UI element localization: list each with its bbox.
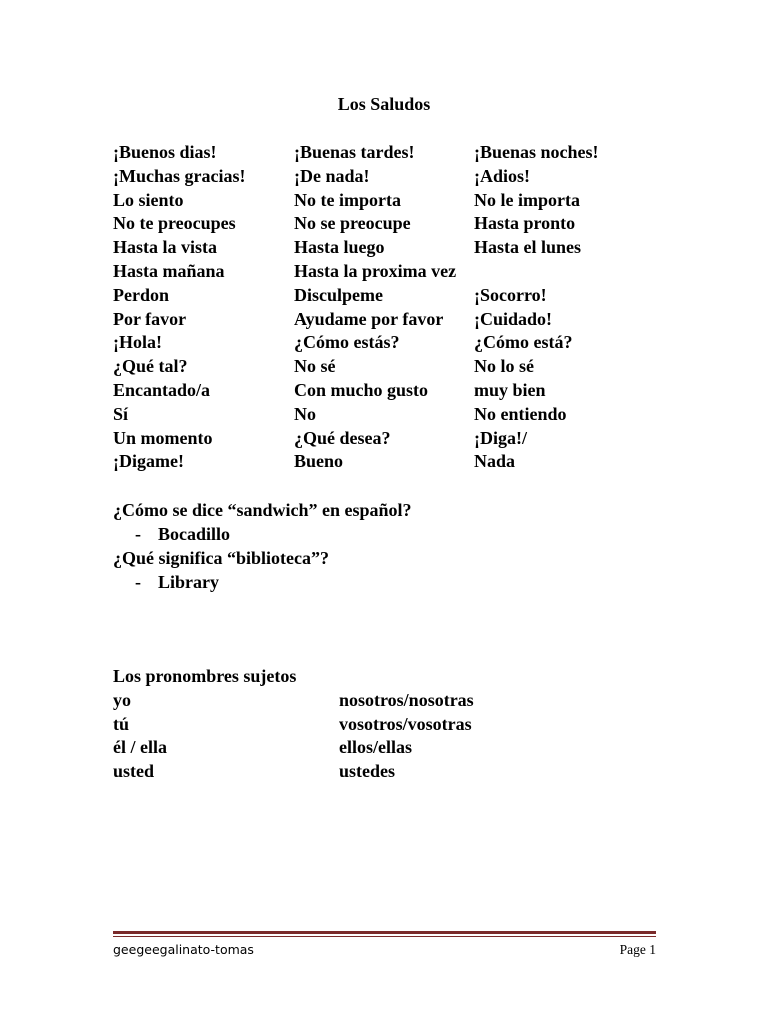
greeting-cell: Hasta la vista	[113, 237, 218, 258]
greeting-cell: ¡De nada!	[294, 165, 370, 186]
greeting-cell: ¡Digame!	[113, 451, 184, 472]
greeting-cell: Lo siento	[113, 189, 184, 210]
pronoun-singular: él / ella	[113, 737, 167, 758]
greeting-cell: ¡Buenas tardes!	[294, 142, 415, 162]
pronouns-heading: Los pronombres sujetos	[113, 666, 297, 686]
greeting-cell: No le importa	[474, 189, 580, 210]
question-answer-section	[113, 498, 412, 594]
greeting-cell: ¿Cómo estás?	[294, 332, 400, 353]
greeting-cell: No sé	[294, 356, 336, 377]
greeting-cell: Hasta mañana	[113, 260, 225, 281]
greeting-cell: Con mucho gusto	[294, 379, 429, 400]
pronoun-singular: tú	[113, 713, 130, 734]
greeting-cell: Disculpeme	[294, 284, 383, 305]
pronoun-plural: nosotros/nosotras	[339, 689, 474, 710]
answer-sandwich	[113, 522, 412, 546]
greeting-cell: Hasta el lunes	[474, 237, 582, 258]
page-title: Los Saludos	[337, 94, 431, 114]
greeting-cell: Nada	[474, 451, 516, 472]
greeting-cell: ¡Diga!/	[474, 427, 527, 448]
answer-biblioteca	[113, 570, 412, 594]
answer-text: Bocadillo	[158, 524, 231, 544]
greeting-cell: ¡Cuidado!	[474, 308, 553, 329]
greeting-cell: ¡Socorro!	[474, 284, 547, 305]
pronouns-section	[113, 665, 474, 784]
greeting-cell: Por favor	[113, 308, 187, 329]
greeting-cell: No te importa	[294, 189, 401, 210]
pronoun-plural: vosotros/vosotras	[339, 713, 472, 734]
greeting-cell: No lo sé	[474, 356, 534, 377]
greeting-cell: ¿Qué desea?	[294, 427, 391, 448]
greeting-cell: ¡Muchas gracias!	[113, 165, 246, 186]
table-row	[113, 713, 472, 737]
greeting-cell: No	[294, 403, 316, 424]
greeting-cell: Encantado/a	[113, 379, 211, 400]
pronoun-plural: ellos/ellas	[339, 737, 412, 758]
pronoun-singular: usted	[113, 761, 155, 782]
pronoun-singular: yo	[113, 689, 131, 710]
table-row	[113, 689, 474, 713]
greeting-cell: Bueno	[294, 451, 344, 472]
greeting-cell: ¿Cómo está?	[474, 332, 573, 353]
table-row	[113, 760, 396, 784]
greeting-cell: No entiendo	[474, 403, 567, 424]
greeting-cell: Ayudame por favor	[294, 308, 444, 329]
page-number: Page 1	[619, 942, 656, 957]
pronoun-plural: ustedes	[339, 761, 396, 782]
greeting-cell: Hasta la proxima vez	[294, 260, 457, 281]
greeting-cell: ¡Buenos dias!	[113, 142, 217, 162]
page-footer	[113, 942, 656, 962]
greeting-cell: ¿Qué tal?	[113, 356, 188, 377]
list-dash: -	[135, 572, 141, 592]
question-biblioteca: ¿Qué significa “biblioteca”?	[113, 548, 329, 568]
greeting-cell: Un momento	[113, 427, 213, 448]
greeting-cell: muy bien	[474, 379, 546, 400]
greeting-cell: No te preocupes	[113, 213, 236, 234]
greeting-cell: Perdon	[113, 284, 169, 305]
greeting-cell: Hasta pronto	[474, 213, 576, 234]
greeting-cell: Hasta luego	[294, 237, 385, 258]
greeting-cell: ¡Buenas noches!	[474, 142, 599, 162]
greeting-cell: No se preocupe	[294, 213, 411, 234]
footer-author: geegeegalinato-tomas	[113, 942, 254, 957]
greeting-cell: Sí	[113, 403, 129, 424]
answer-text: Library	[158, 572, 219, 592]
greeting-cell: ¡Hola!	[113, 332, 162, 353]
greeting-cell: ¡Adios!	[474, 165, 531, 186]
footer-divider-thin	[113, 936, 656, 937]
table-row	[113, 736, 412, 760]
list-dash: -	[135, 524, 141, 544]
footer-divider	[113, 931, 656, 934]
question-sandwich: ¿Cómo se dice “sandwich” en español?	[113, 500, 412, 520]
